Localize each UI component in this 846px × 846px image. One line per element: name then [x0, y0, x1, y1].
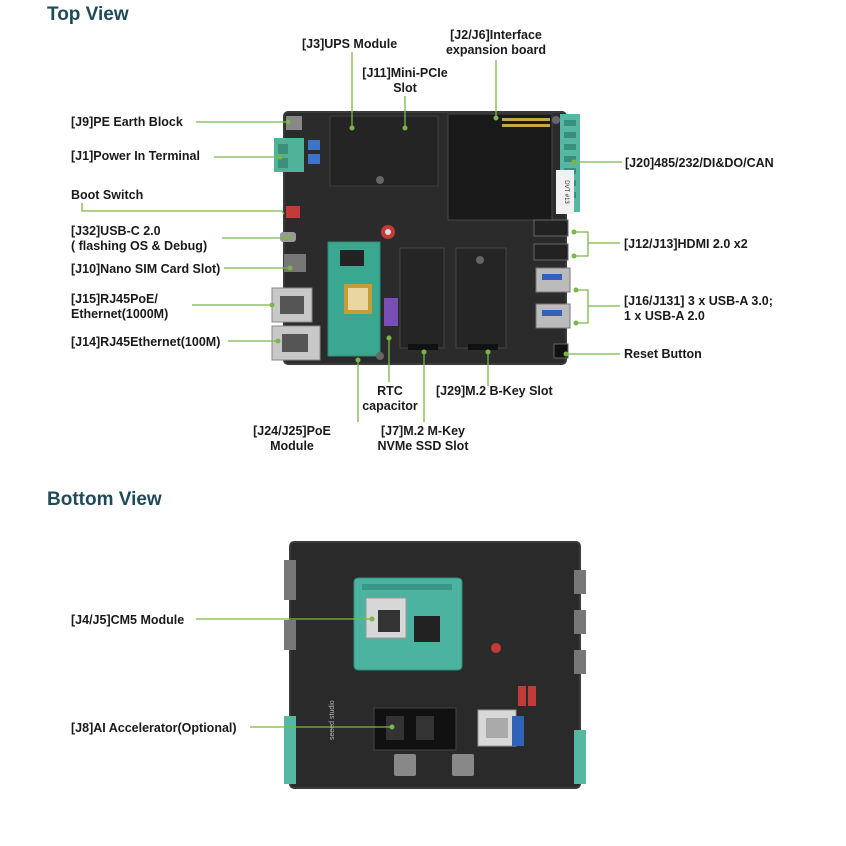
label-reset-button: Reset Button [624, 347, 702, 361]
seeed-marking: seeed studio [329, 700, 336, 740]
bottom-view-title: Bottom View [47, 489, 162, 510]
label-j9-pe-earth: [J9]PE Earth Block [71, 115, 183, 129]
label-j3-ups: [J3]UPS Module [302, 37, 398, 51]
label-j2-j6: [J2/J6]Interface expansion board [445, 28, 547, 57]
label-j10-nano-sim: [J10]Nano SIM Card Slot) [71, 262, 221, 276]
label-j11-mini-pcie: [J11]Mini-PCIe Slot [362, 66, 448, 95]
label-j12-j13-hdmi: [J12/J13]HDMI 2.0 x2 [624, 237, 748, 251]
label-j1-power: [J1]Power In Terminal [71, 149, 200, 163]
label-j7-m2-mkey: [J7]M.2 M-Key NVMe SSD Slot [377, 424, 469, 453]
label-j8-ai: [J8]AI Accelerator(Optional) [71, 721, 237, 735]
dvt-marking: DVT #13 [563, 180, 569, 204]
label-j15-rj45poe: [J15]RJ45PoE/ Ethernet(1000M) [71, 292, 169, 321]
label-j14-rj45: [J14]RJ45Ethernet(100M) [71, 335, 221, 349]
label-rtc-capacitor: RTC capacitor [362, 384, 418, 413]
label-j32-usbc: [J32]USB-C 2.0 ( flashing OS & Debug) [71, 224, 208, 253]
label-j24-j25-poe: [J24/J25]PoE Module [253, 424, 331, 453]
label-j20-485: [J20]485/232/DI&DO/CAN [625, 156, 774, 170]
top-view-title: Top View [47, 4, 129, 25]
label-boot-switch: Boot Switch [71, 188, 144, 202]
label-j16-j131-usb: [J16/J131] 3 x USB-A 3.0; 1 x USB-A 2.0 [624, 294, 773, 323]
label-j29-m2-bkey: [J29]M.2 B-Key Slot [436, 384, 553, 398]
label-j4-j5-cm5: [J4/J5]CM5 Module [71, 613, 185, 627]
